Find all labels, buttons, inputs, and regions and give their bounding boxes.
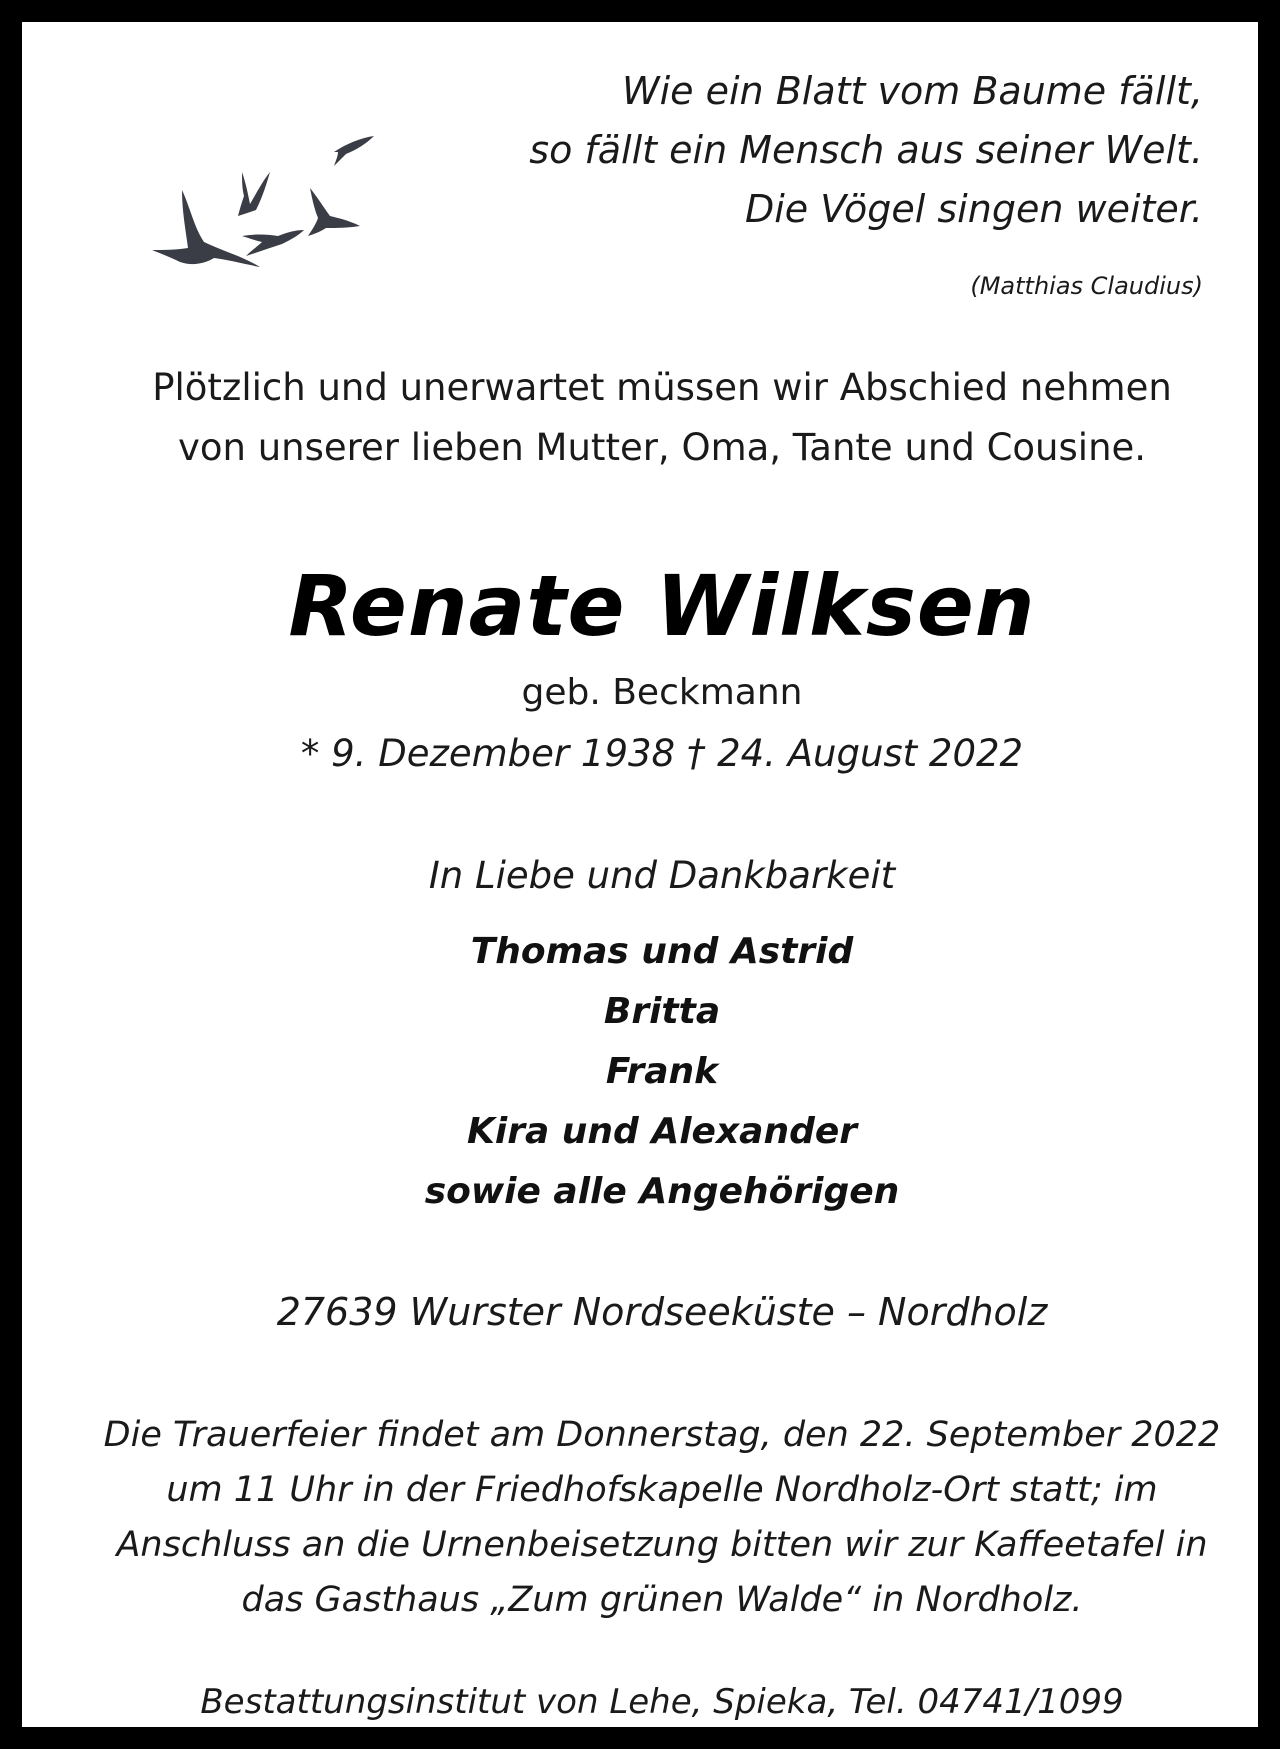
born-name: geb. Beckmann	[521, 672, 803, 713]
intro-text	[22, 358, 1280, 478]
mourners-list	[22, 922, 1280, 1222]
ceremony-line: das Gasthaus „Zum grünen Walde“ in Nordholz.	[241, 1580, 1083, 1620]
ceremony-info	[22, 1408, 1280, 1628]
intro-line: Plötzlich und unerwartet müssen wir Abschied nehmen	[152, 366, 1172, 409]
mourner-name: Frank	[605, 1051, 719, 1092]
ceremony-line: um 11 Uhr in der Friedhofskapelle Nordholz-Ort statt; im	[166, 1470, 1158, 1510]
life-dates: * 9. Dezember 1938 † 24. August 2022	[300, 732, 1024, 775]
quote-author: (Matthias Claudius)	[970, 272, 1203, 300]
mourner-name: Thomas und Astrid	[470, 931, 854, 972]
undertaker-info: Bestattungsinstitut von Lehe, Spieka, Tel. 04741/1099	[200, 1682, 1124, 1722]
mourner-name: Britta	[603, 991, 721, 1032]
quote-line: Wie ein Blatt vom Baume fällt,	[622, 69, 1203, 113]
mourner-name: sowie alle Angehörigen	[424, 1171, 900, 1212]
deceased-name: Renate Wilksen	[288, 557, 1036, 655]
quote-line: Die Vögel singen weiter.	[744, 187, 1203, 231]
intro-line: von unserer lieben Mutter, Oma, Tante und Cousine.	[177, 426, 1147, 469]
ceremony-line: Die Trauerfeier findet am Donnerstag, den 22. September 2022	[103, 1415, 1221, 1455]
ceremony-line: Anschluss an die Urnenbeisetzung bitten wir zur Kaffeetafel in	[116, 1525, 1208, 1565]
mourners-intro: In Liebe und Dankbarkeit	[428, 854, 896, 897]
address: 27639 Wurster Nordseeküste – Nordholz	[276, 1290, 1048, 1334]
quote-line: so fällt ein Mensch aus seiner Welt.	[529, 128, 1203, 172]
quote	[529, 62, 1203, 239]
mourner-name: Kira und Alexander	[466, 1111, 858, 1152]
birds-icon	[142, 132, 422, 292]
